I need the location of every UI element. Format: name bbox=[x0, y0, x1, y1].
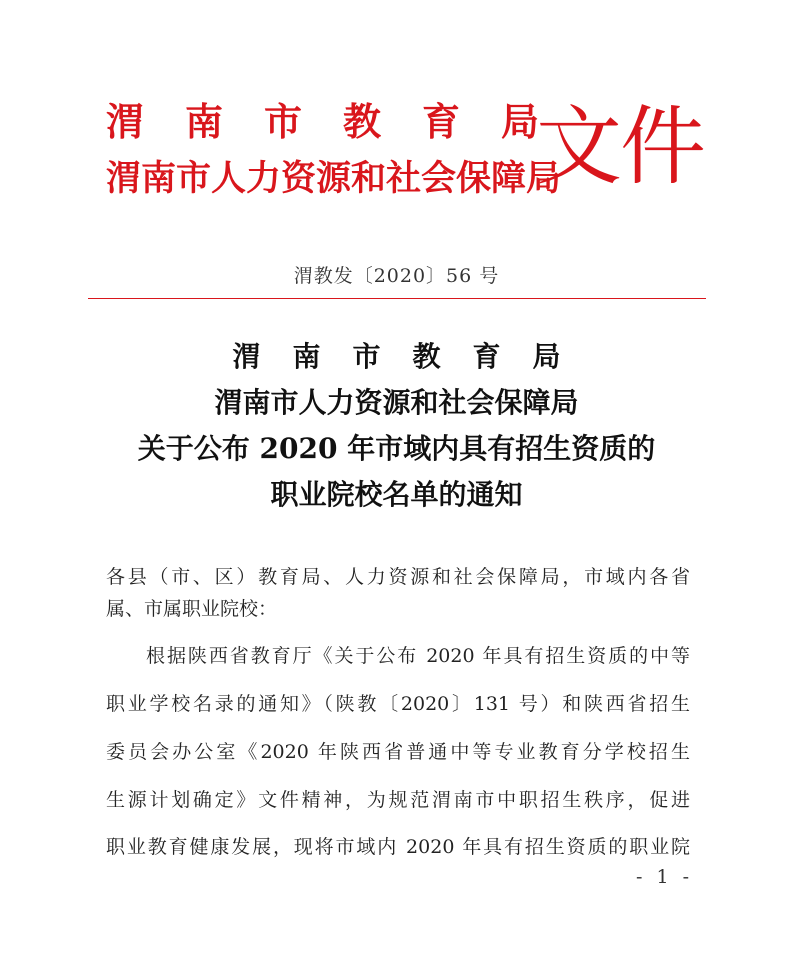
letterhead-doc-type: 文件 bbox=[536, 97, 704, 197]
letterhead-issuer-hr-bureau: 渭南市人力资源和社会保障局 bbox=[106, 158, 562, 199]
body-line-paragraph-3: 委员会办公室《2020 年陕西省普通中等专业教育分学校招生 bbox=[106, 741, 690, 763]
body-line-salutation-1: 各县（市、区）教育局、人力资源和社会保障局，市域内各省 bbox=[106, 566, 690, 588]
document-number: 渭教发〔2020〕56 号 bbox=[293, 265, 500, 287]
page-number: - 1 - bbox=[636, 866, 694, 888]
body-line-paragraph-1: 根据陕西省教育厅《关于公布 2020 年具有招生资质的中等 bbox=[146, 645, 690, 667]
title-line-3: 关于公布 2020 年市域内具有招生资质的 bbox=[137, 432, 656, 465]
title-line-2: 渭南市人力资源和社会保障局 bbox=[214, 386, 579, 419]
title-line-4: 职业院校名单的通知 bbox=[270, 478, 523, 511]
body-line-paragraph-4: 生源计划确定》文件精神，为规范渭南市中职招生秩序，促进 bbox=[106, 789, 690, 811]
red-divider-line bbox=[88, 298, 706, 299]
letterhead-issuer-education-bureau: 渭南市教育局 bbox=[106, 99, 581, 144]
body-line-paragraph-2: 职业学校名录的通知》（陕教〔2020〕131 号）和陕西省招生 bbox=[106, 693, 690, 715]
body-line-paragraph-5: 职业教育健康发展，现将市域内 2020 年具有招生资质的职业院 bbox=[106, 836, 690, 858]
title-line-1: 渭南市教育局 bbox=[232, 340, 593, 373]
body-line-salutation-2: 属、市属职业院校： bbox=[106, 598, 278, 620]
